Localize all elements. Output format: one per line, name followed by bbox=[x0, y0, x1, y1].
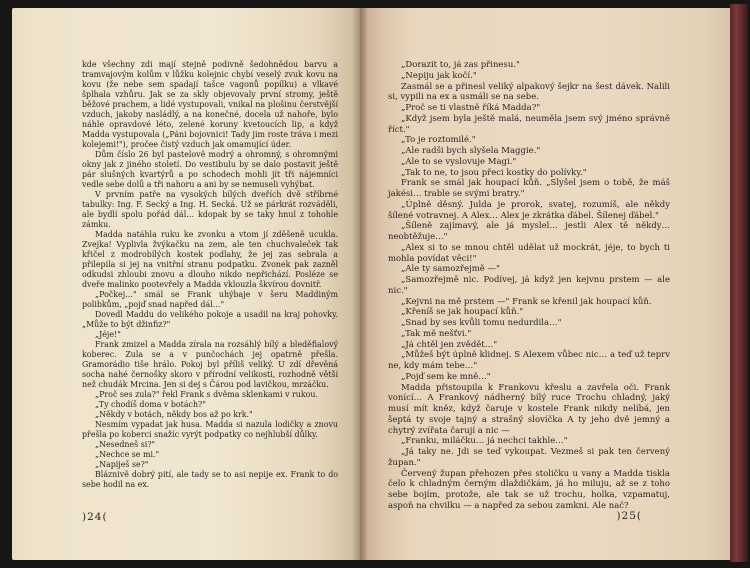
paragraph: „Nesedneš si?" bbox=[95, 440, 156, 449]
paragraph: „Proč ses zula?" řekl Frank s dvěma sklenkami v rukou. bbox=[95, 390, 319, 399]
paragraph: Madda přistoupila k Frankovu křeslu a zavřela oči. Frank vonící… A Frankový nádherný bílý ruce Trochu chladný, jaký musí mít kněz, když čaruje v kostele Frank nikdy nelíbá, jen šeptá ty svoje tajný a strašný slovíčka A ty jeho dvě jemný a chytrý zvířata čarují a nic — bbox=[388, 382, 670, 436]
right-page bbox=[360, 8, 730, 560]
paragraph: Madda natáhla ruku ke zvonku a vtom jí zděšeně ucukla. Zvejka! Vyplivla žvýkačku na zem, ale ten chuchvaleček tak křičel z modrobílých kostek podlahy, že jej zas sebrala a přilepila si jej na vnitřní stranu podpatku. Zvonek pak zazněl odkudsi zhloubi znovu a dlouho nikdo nepřichází. Posléze se dveře malinko pootevřely a Madda vklouzla škvírou dovnitř. bbox=[82, 230, 338, 289]
paragraph: „Křeníš se jak houpací kůň." bbox=[401, 307, 524, 318]
paragraph: „Tak to ne, to jsou přeci kostky do polívky." bbox=[401, 167, 587, 178]
paragraph: Nesmím vypadat jak husa. Madda si nazula lodičky a znovu přešla po koberci snažíc vyrýt podpatky co nejhlubší důlky. bbox=[82, 420, 338, 439]
paragraph: Frank zmizel a Madda zírala na rozsáhlý bílý a bleděfialový koberec. Zula se a v punčochách jej opatrně přešla. Gramorádio tiše hrálo. Pokoj byl příliš veliký. U zdí dřevěná socha nahé černošky skoro v přírodní velikosti, rozhodně větší než chudák Mrcina. Jen si dej s Čárou pod lavičkou, mrzáčku. bbox=[82, 340, 338, 389]
paragraph: „Napiješ se?" bbox=[95, 460, 149, 469]
paragraph: „Úplně děsný. Julda je prorok, svatej, rozumíš, ale někdy šílené votravnej. A Alex… Alex je zkrátka ďábel. Šílenej ďábel." bbox=[388, 199, 670, 221]
paragraph: „Šíleně zajímavý, ale já myslel… jestli Alex tě někdy… neobtěžuje…" bbox=[388, 221, 670, 242]
paragraph: „Franku, miláčku… já nechci takhle…" bbox=[401, 436, 568, 447]
paragraph: kde všechny zdi mají stejně podivně šedohnědou barvu a tramvajovým kolům v lůžku kolejnic chybí veselý zvuk kovu na kovu (že nebe sem spadají tašce vagonů popílku) a vlkavé šplhala vzhůru. Jak se za skly objevovaly první stromy, ještě běžové prachem, a lidé vystupovali, vnikal na plošinu čerstvější vzduch, jakoby nasládlý, a na konečné, docela už nahoře, bylo náhle opravdové léto, zelené koruny kvetoucích lip, a když Madda vystupovala („Páni bojovnici! Tady jim roste tráva i mezi kolejemi!"), pročee čistý vzduch jak omamující úder. bbox=[82, 60, 338, 149]
page-number: )24( bbox=[82, 511, 108, 523]
paragraph: „Když jsem byla ještě malá, neuměla jsem svý jméno správně říct." bbox=[388, 113, 670, 135]
paragraph: „Samozřejmě nic. Podívej, já když jen kejvnu prstem — ale nic." bbox=[388, 275, 670, 296]
paragraph: „Pojď sem ke mně…" bbox=[401, 371, 491, 382]
paragraph: „Tak mě nešťvi." bbox=[401, 328, 472, 339]
paragraph: Bláznivě dobrý pití, ale tady se to asi nepije ex. Frank to do sebe hodil na ex. bbox=[82, 470, 338, 489]
paragraph: „Nechce se mi." bbox=[95, 450, 160, 459]
paragraph: „Ale radši bych slyšela Maggie." bbox=[401, 146, 541, 156]
paragraph: „Já taky ne. Jdi se teď vykoupat. Vezmeš si pak ten červený župan." bbox=[388, 447, 670, 468]
paragraph: „Proč se ti vlastně říká Madda?" bbox=[401, 103, 541, 113]
paragraph: Dům číslo 26 byl pastelově modrý a ohromný, s ohromnými okny jak z jiného století. Do vestibulu by se dalo postavit ještě pár slušných kvartýrů a po schodech mohli jít tři nájemníci vedle sebe dolů a tři nahoru a ani by se nemuseli vyhýbat. bbox=[82, 150, 338, 189]
paragraph: Červený župan přehozen přes stoličku u vany a Madda tiskla čelo k chladným černým dlaždičkám, já ho miluju, až se z toho sebe bojím, protože, ale tak se už trochu, holka, vzpamatuj, aspoň na chvilku — a napřed za sebou zamkni. Ale nač? bbox=[388, 468, 670, 511]
paragraph: „Dorazit to, já zas přinesu." bbox=[401, 60, 520, 70]
paragraph: Zasmál se a přinesl veliký alpakový šejkr na šest dávek. Nalili si, vypili na ex a usmáli se na sebe. bbox=[388, 81, 670, 103]
book-spine-gutter bbox=[352, 8, 368, 560]
left-page-text bbox=[82, 60, 338, 490]
paragraph: „Alex si to se mnou chtěl udělat už mockrát, jéje, to bych ti mohla povídat věci!" bbox=[388, 242, 670, 264]
paragraph: „To je roztomilé." bbox=[401, 135, 476, 146]
page-number: )25( bbox=[616, 510, 642, 523]
paragraph: „Kejvni na mě prstem —" Frank se křenil jak houpací kůň. bbox=[401, 296, 652, 307]
paragraph: „Ty chodíš doma v botách?" bbox=[95, 400, 206, 409]
book-cover-edge bbox=[730, 4, 748, 562]
paragraph: „Ale to se vyslovuje Magi." bbox=[401, 156, 517, 167]
paragraph: „Ale ty samozřejmě —" bbox=[401, 264, 500, 275]
paragraph: „Snad by ses kvůli tomu nedurdila…" bbox=[401, 318, 562, 328]
paragraph: „Někdy v botách, někdy bos až po krk." bbox=[95, 410, 253, 419]
paragraph: „Můžeš být úplně klidnej. S Alexem vůbec nic… a teď už teprv ne, kdy mám tebe…" bbox=[388, 350, 670, 371]
paragraph: „Jéje!" bbox=[95, 330, 121, 339]
paragraph: „Nepiju jak kočí." bbox=[401, 70, 477, 81]
paragraph: „Já chtěl jen zvědět…" bbox=[401, 339, 498, 350]
paragraph: Frank se smál jak houpací kůň. „Slyšel jsem o tobě, že máš jakési… trable se svými bratry." bbox=[388, 178, 670, 199]
right-page-text bbox=[388, 60, 670, 512]
left-page bbox=[12, 8, 360, 560]
paragraph: Dovedl Maddu do velikého pokoje a usadil na kraj pohovky. „Může to být džinfiz?" bbox=[82, 310, 338, 329]
paragraph: V prvním patře na vysokých bílých dveřích dvě stříbrné tabulky: Ing. F. Secký a Ing. H. Secká. Už se párkrát rozváděli, ale bydlí spolu pořád dál… kdopak by se taky hnul z tohohle zámku. bbox=[82, 190, 338, 229]
paragraph: „Počkej…" smál se Frank uhýbaje v šeru Maddiným polibkům, „pojď snad napřed dál…" bbox=[82, 290, 338, 309]
